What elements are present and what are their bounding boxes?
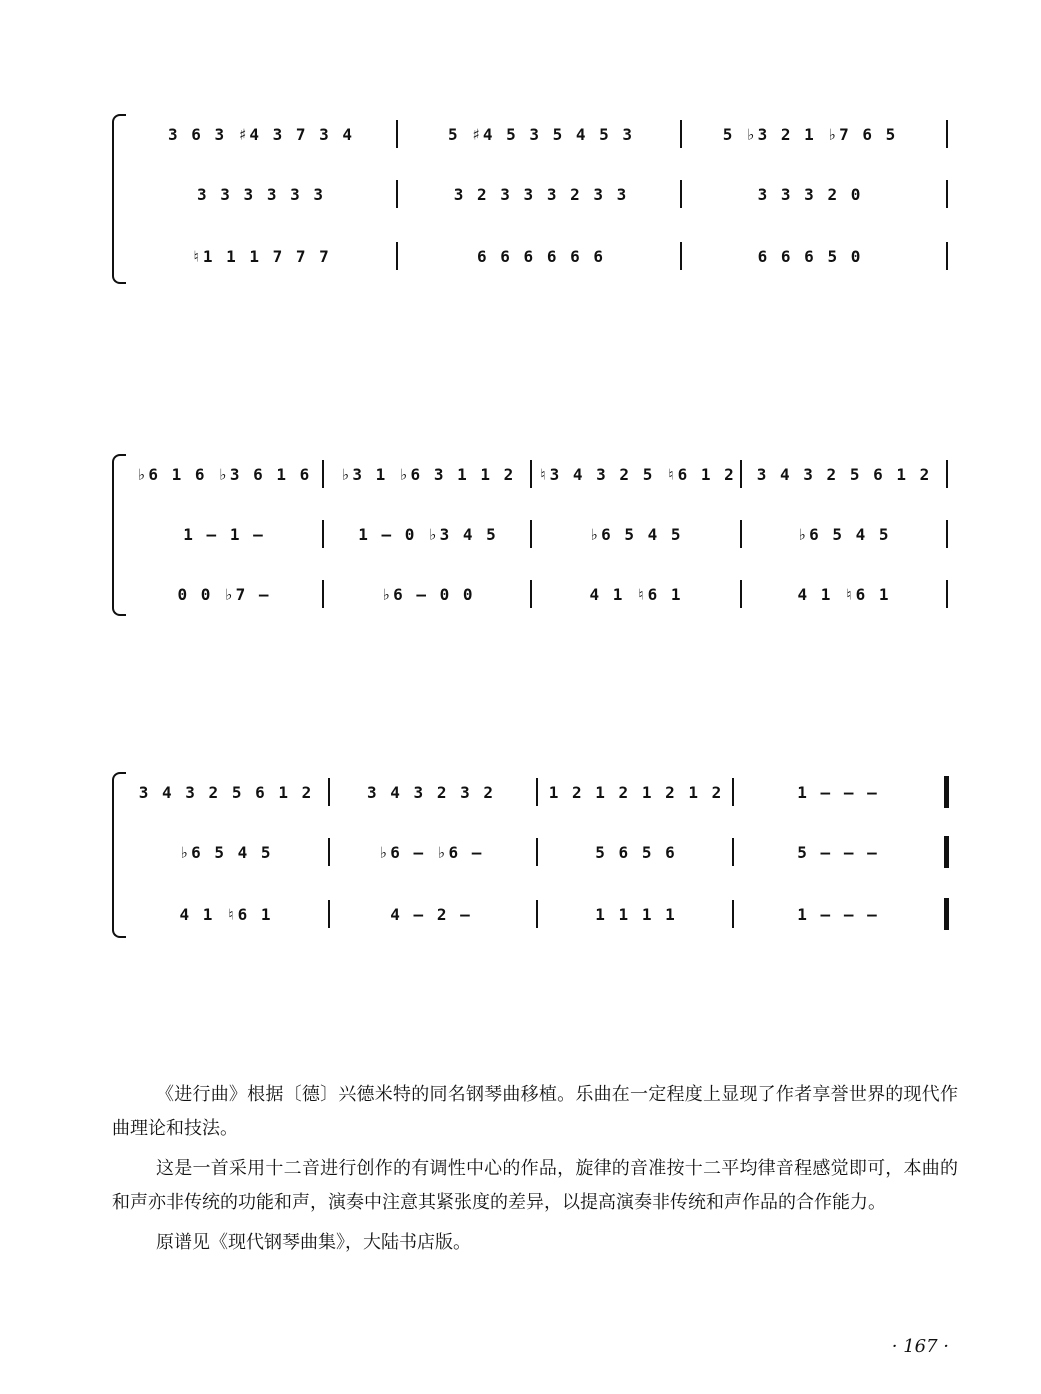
barline [396, 120, 398, 148]
barline [530, 520, 532, 548]
barline [732, 778, 734, 806]
final-barline [944, 898, 949, 930]
measure: 4 – 2 – [390, 904, 472, 924]
barline [946, 180, 948, 208]
measure: 5 ♭3 2 1 ♭7 6 5 [722, 124, 898, 144]
measure: 6 6 6 5 0 [757, 246, 863, 266]
barline [680, 120, 682, 148]
barline [322, 520, 324, 548]
measure: ♮3 4 3 2 5 ♮6 1 2 [538, 464, 736, 484]
commentary-text [112, 1078, 958, 1266]
staff-row-middle [112, 514, 952, 554]
score-system-2 [112, 448, 952, 620]
measure: 4 1 ♮6 1 [797, 584, 891, 604]
score-system-1-rows [112, 108, 952, 288]
measure: 1 – 1 – [183, 524, 265, 544]
measure: 1 – – – [797, 904, 879, 924]
measure: ♭6 – ♭6 – [378, 842, 484, 862]
barline [680, 180, 682, 208]
measure: 3 4 3 2 5 6 1 2 [756, 464, 932, 484]
measure: 1 – 0 ♭3 4 5 [358, 524, 498, 544]
measure: ♭6 5 4 5 [589, 524, 683, 544]
final-barline [944, 836, 949, 868]
paragraph: 《进行曲》根据〔德〕兴德米特的同名钢琴曲移植。乐曲在一定程度上显现了作者享誉世界的现代作曲理论和技法。 [112, 1084, 958, 1139]
barline [732, 900, 734, 928]
measure: 3 6 3 ♯4 3 7 3 4 [167, 124, 355, 144]
measure: 3 4 3 2 5 6 1 2 [138, 782, 314, 802]
staff-row-upper [112, 772, 952, 812]
barline [536, 778, 538, 806]
measure: ♭6 5 4 5 [797, 524, 891, 544]
barline [396, 242, 398, 270]
staff-row-middle [112, 832, 952, 872]
barline [946, 520, 948, 548]
barline [946, 120, 948, 148]
barline [536, 838, 538, 866]
measure: 1 – – – [797, 782, 879, 802]
page-number: · 167 · [891, 1336, 949, 1357]
barline [530, 460, 532, 488]
paragraph: 这是一首采用十二音进行创作的有调性中心的作品，旋律的音准按十二平均律音程感觉即可，本曲的和声亦非传统的功能和声，演奏中注意其紧张度的差异，以提高演奏非传统和声作品的合作能力。 [112, 1158, 958, 1213]
staff-row-lower [112, 894, 952, 934]
measure: 5 ♯4 5 3 5 4 5 3 [447, 124, 635, 144]
measure: 3 3 3 2 0 [757, 184, 863, 204]
measure: 1 2 1 2 1 2 1 2 [548, 782, 724, 802]
measure: 3 4 3 2 3 2 [367, 782, 495, 802]
measure: ♭3 1 ♭6 3 1 1 2 [340, 464, 516, 484]
measure: 6 6 6 6 6 6 [477, 246, 605, 266]
measure: ♭6 1 6 ♭3 6 1 6 [136, 464, 312, 484]
measure: 3 2 3 3 3 2 3 3 [453, 184, 629, 204]
measure: 1 1 1 1 [595, 904, 677, 924]
barline [396, 180, 398, 208]
measure: 0 0 ♭7 – [177, 584, 271, 604]
barline [740, 520, 742, 548]
score-system-3 [112, 766, 952, 942]
barline [732, 838, 734, 866]
measure: ♭6 – 0 0 [381, 584, 475, 604]
measure: 4 1 ♮6 1 [589, 584, 683, 604]
barline [328, 900, 330, 928]
barline [536, 900, 538, 928]
measure: 3 3 3 3 3 3 [197, 184, 325, 204]
barline [680, 242, 682, 270]
barline [946, 460, 948, 488]
staff-row-lower [112, 236, 952, 276]
barline [322, 580, 324, 608]
measure: ♭6 5 4 5 [179, 842, 273, 862]
final-barline [944, 776, 949, 808]
barline [740, 580, 742, 608]
measure: 4 1 ♮6 1 [179, 904, 273, 924]
barline [946, 242, 948, 270]
barline [946, 580, 948, 608]
staff-row-upper [112, 454, 952, 494]
barline [530, 580, 532, 608]
staff-row-middle [112, 174, 952, 214]
staff-row-lower [112, 574, 952, 614]
barline [328, 778, 330, 806]
barline [740, 460, 742, 488]
measure: 5 – – – [797, 842, 879, 862]
paragraph: 原谱见《现代钢琴曲集》，大陆书店版。 [156, 1232, 471, 1253]
measure: 5 6 5 6 [595, 842, 677, 862]
barline [328, 838, 330, 866]
barline [322, 460, 324, 488]
staff-row-upper [112, 114, 952, 154]
measure: ♮1 1 1 7 7 7 [191, 246, 331, 266]
